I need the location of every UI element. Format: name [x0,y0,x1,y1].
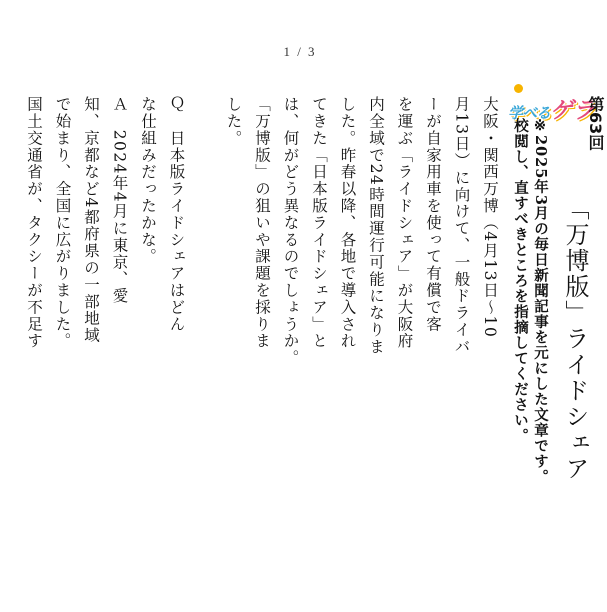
page-number: 1 / 3 [283,44,317,59]
text-column: は、何がどう異なるのでしょうか。 [281,96,300,367]
text-column: で始まり、全国に広がりました。 [53,96,72,350]
logo-prefix: 学べる [508,104,551,122]
issue-number: 第63回 [586,96,605,151]
text-column: てきた「日本版ライドシェア」と [310,96,328,350]
text-column: Ａ 2024年4月に東京、愛 [110,96,129,305]
text-column: 国土交通省が、タクシーが不足す [25,96,43,350]
lede-line-2: 校閲し、直すべきところを指摘してください。 [512,118,529,444]
text-column: した。昨春以降、各地で導入され [338,96,357,350]
logo-main: ゲラ [550,98,595,124]
text-column: 内全域で24時間運行可能になりま [367,96,385,356]
text-column: を運ぶ「ライドシェア」が大阪府 [395,96,414,350]
text-column: 知、京都など4都府県の一部地域 [82,96,100,344]
text-column: した。 [224,96,243,147]
text-column: 大阪・関西万博（4月13日～10 [481,96,499,339]
text-column: Ｑ 日本版ライドシェアはどん [167,96,186,333]
text-column: ーが自家用車を使って有償で客 [424,96,442,333]
text-column: 月13日）に向けて、一般ドライバ [452,96,471,356]
headline: 「万博版」ライドシェア [561,196,589,482]
lede-line-1: ※2025年3月の毎日新聞記事を元にした文章です。 [532,118,549,485]
text-column: 「万博版」の狙いや課題を採りま [253,96,271,350]
text-column: な仕組みだったかな。 [139,96,157,265]
